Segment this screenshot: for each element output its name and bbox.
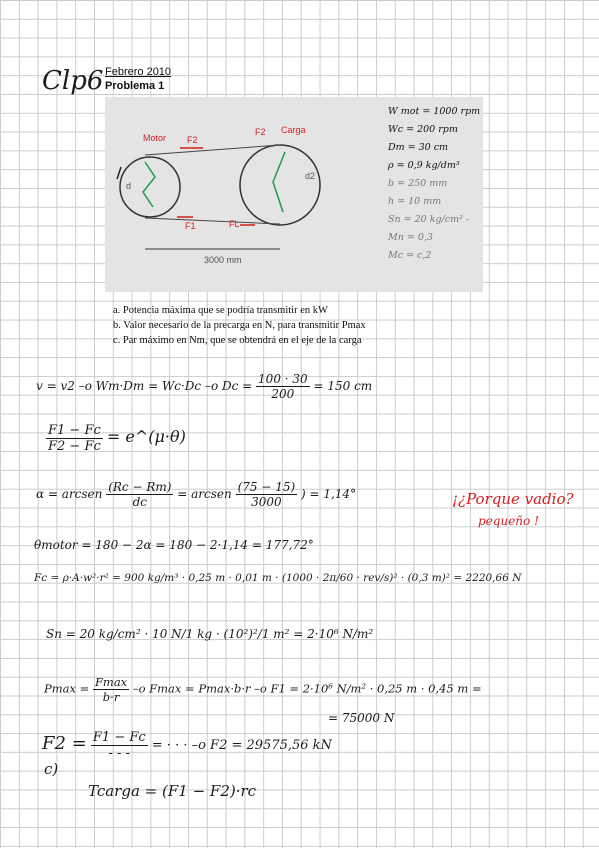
eq-euler-rhs: = e^(μ·θ) (106, 427, 186, 446)
eq-f1-result: = 75000 N (328, 711, 395, 725)
eq-velocity (36, 372, 372, 401)
label-f2-right: F2 (255, 127, 266, 137)
label-carga: Carga (281, 125, 306, 135)
param-w-carga: Wc = 200 rpm (388, 124, 458, 135)
question-b: b. Valor necesario de la precarga en N, para transmitir Pmax (113, 320, 366, 331)
eq-pmax-den: b·r (102, 690, 120, 704)
exam-date: Febrero 2010 (105, 66, 172, 78)
eq-pmax-frac (93, 675, 129, 704)
part-c-label: c) (44, 760, 59, 778)
param-mu-motor: Mn = 0,3 (388, 232, 433, 243)
eq-alpha (36, 480, 356, 509)
eq-velocity-num: 100 · 30 (258, 372, 308, 386)
param-mu-carga: Mc = c,2 (388, 250, 432, 261)
eq-euler-den: F2 − Fc (48, 439, 101, 454)
eq-pmax-num: Fmax (94, 675, 128, 689)
eq-alpha-frac2 (236, 480, 298, 509)
eq-alpha-frac1 (106, 480, 173, 509)
label-fl: FL (229, 219, 240, 229)
eq-f2-a: F2 = (42, 733, 87, 754)
load-wrap (273, 152, 285, 212)
eq-euler (46, 423, 186, 454)
eq-alpha-a: α = arcsen (36, 487, 103, 501)
eq-f2-b: = · · · –o F2 = 29575,56 kN (151, 738, 332, 753)
eq-pmax-b: –o Fmax = Pmax·b·r –o F1 = 2·10⁶ N/m² · 0,25 m · 0,45 m = (132, 681, 482, 696)
eq-theta-motor: θmotor = 180 − 2α = 180 − 2·1,14 = 177,72° (34, 538, 314, 552)
eq-alpha-den1: dc (132, 495, 148, 509)
eq-alpha-b: = arcsen (177, 487, 232, 501)
problem-title: Problema 1 (105, 80, 165, 92)
label-d1: d (126, 181, 132, 191)
label-f2: F2 (187, 135, 198, 145)
question-a: a. Potencia máxima que se podría transmitir en kW (113, 305, 328, 316)
eq-f2-den: - - - (108, 746, 130, 761)
param-rho: ρ = 0,9 kg/dm³ (388, 160, 460, 171)
label-f1: F1 (185, 221, 196, 231)
red-note-line1: ¡¿Porque vadio? (452, 490, 574, 508)
eq-velocity-frac (256, 372, 310, 401)
label-motor: Motor (143, 133, 167, 143)
red-note-line2: pequeño ! (478, 514, 539, 528)
label-d2: d2 (305, 171, 316, 181)
eq-pmax-a: Pmax = (44, 681, 90, 696)
motor-wrap (143, 162, 155, 207)
eq-centrifugal: Fc = ρ·A·w²·r² = 900 kg/m³ · 0,25 m · 0,01 m · (1000 · 2π/60 · rev/s)² · (0,3 m)² = 2220,66 N (34, 572, 522, 584)
eq-euler-frac (46, 423, 103, 454)
label-distance: 3000 mm (204, 255, 242, 265)
eq-torque: Tcarga = (F1 − F2)·rc (88, 782, 257, 800)
chapter-tag: Clp6 (42, 66, 104, 96)
eq-alpha-num2: (75 − 15) (237, 480, 296, 494)
eq-f2 (42, 730, 332, 761)
param-h: h = 10 mm (388, 196, 442, 207)
param-w-motor: W mot = 1000 rpm (388, 106, 481, 117)
eq-alpha-num1: (Rc − Rm) (108, 480, 172, 494)
eq-euler-num: F1 − Fc (48, 423, 101, 438)
parameter-list (388, 103, 480, 265)
load-pulley (240, 145, 320, 225)
eq-velocity-result: = 150 cm (313, 379, 373, 393)
param-dm: Dm = 30 cm (388, 142, 449, 153)
eq-velocity-den: 200 (271, 387, 295, 401)
eq-alpha-result: ) = 1,14° (300, 487, 357, 501)
param-b: b = 250 mm (388, 178, 448, 189)
eq-sn: Sn = 20 kg/cm² · 10 N/1 kg · (10²)²/1 m² = 2·10⁶ N/m² (46, 627, 374, 641)
belt-diagram-photo (105, 97, 483, 292)
eq-f2-frac (91, 730, 148, 761)
eq-alpha-den2: 3000 (251, 495, 282, 509)
eq-velocity-lhs: v = v2 –o Wm·Dm = Wc·Dc –o Dc = (36, 379, 253, 393)
rotation-arrow (117, 167, 121, 179)
eq-f2-num: F1 − Fc (92, 730, 146, 745)
question-c: c. Par máximo en Nm, que se obtendrá en el eje de la carga (113, 335, 362, 346)
param-sn: Sn = 20 kg/cm² - (388, 214, 470, 225)
eq-pmax (44, 675, 482, 704)
